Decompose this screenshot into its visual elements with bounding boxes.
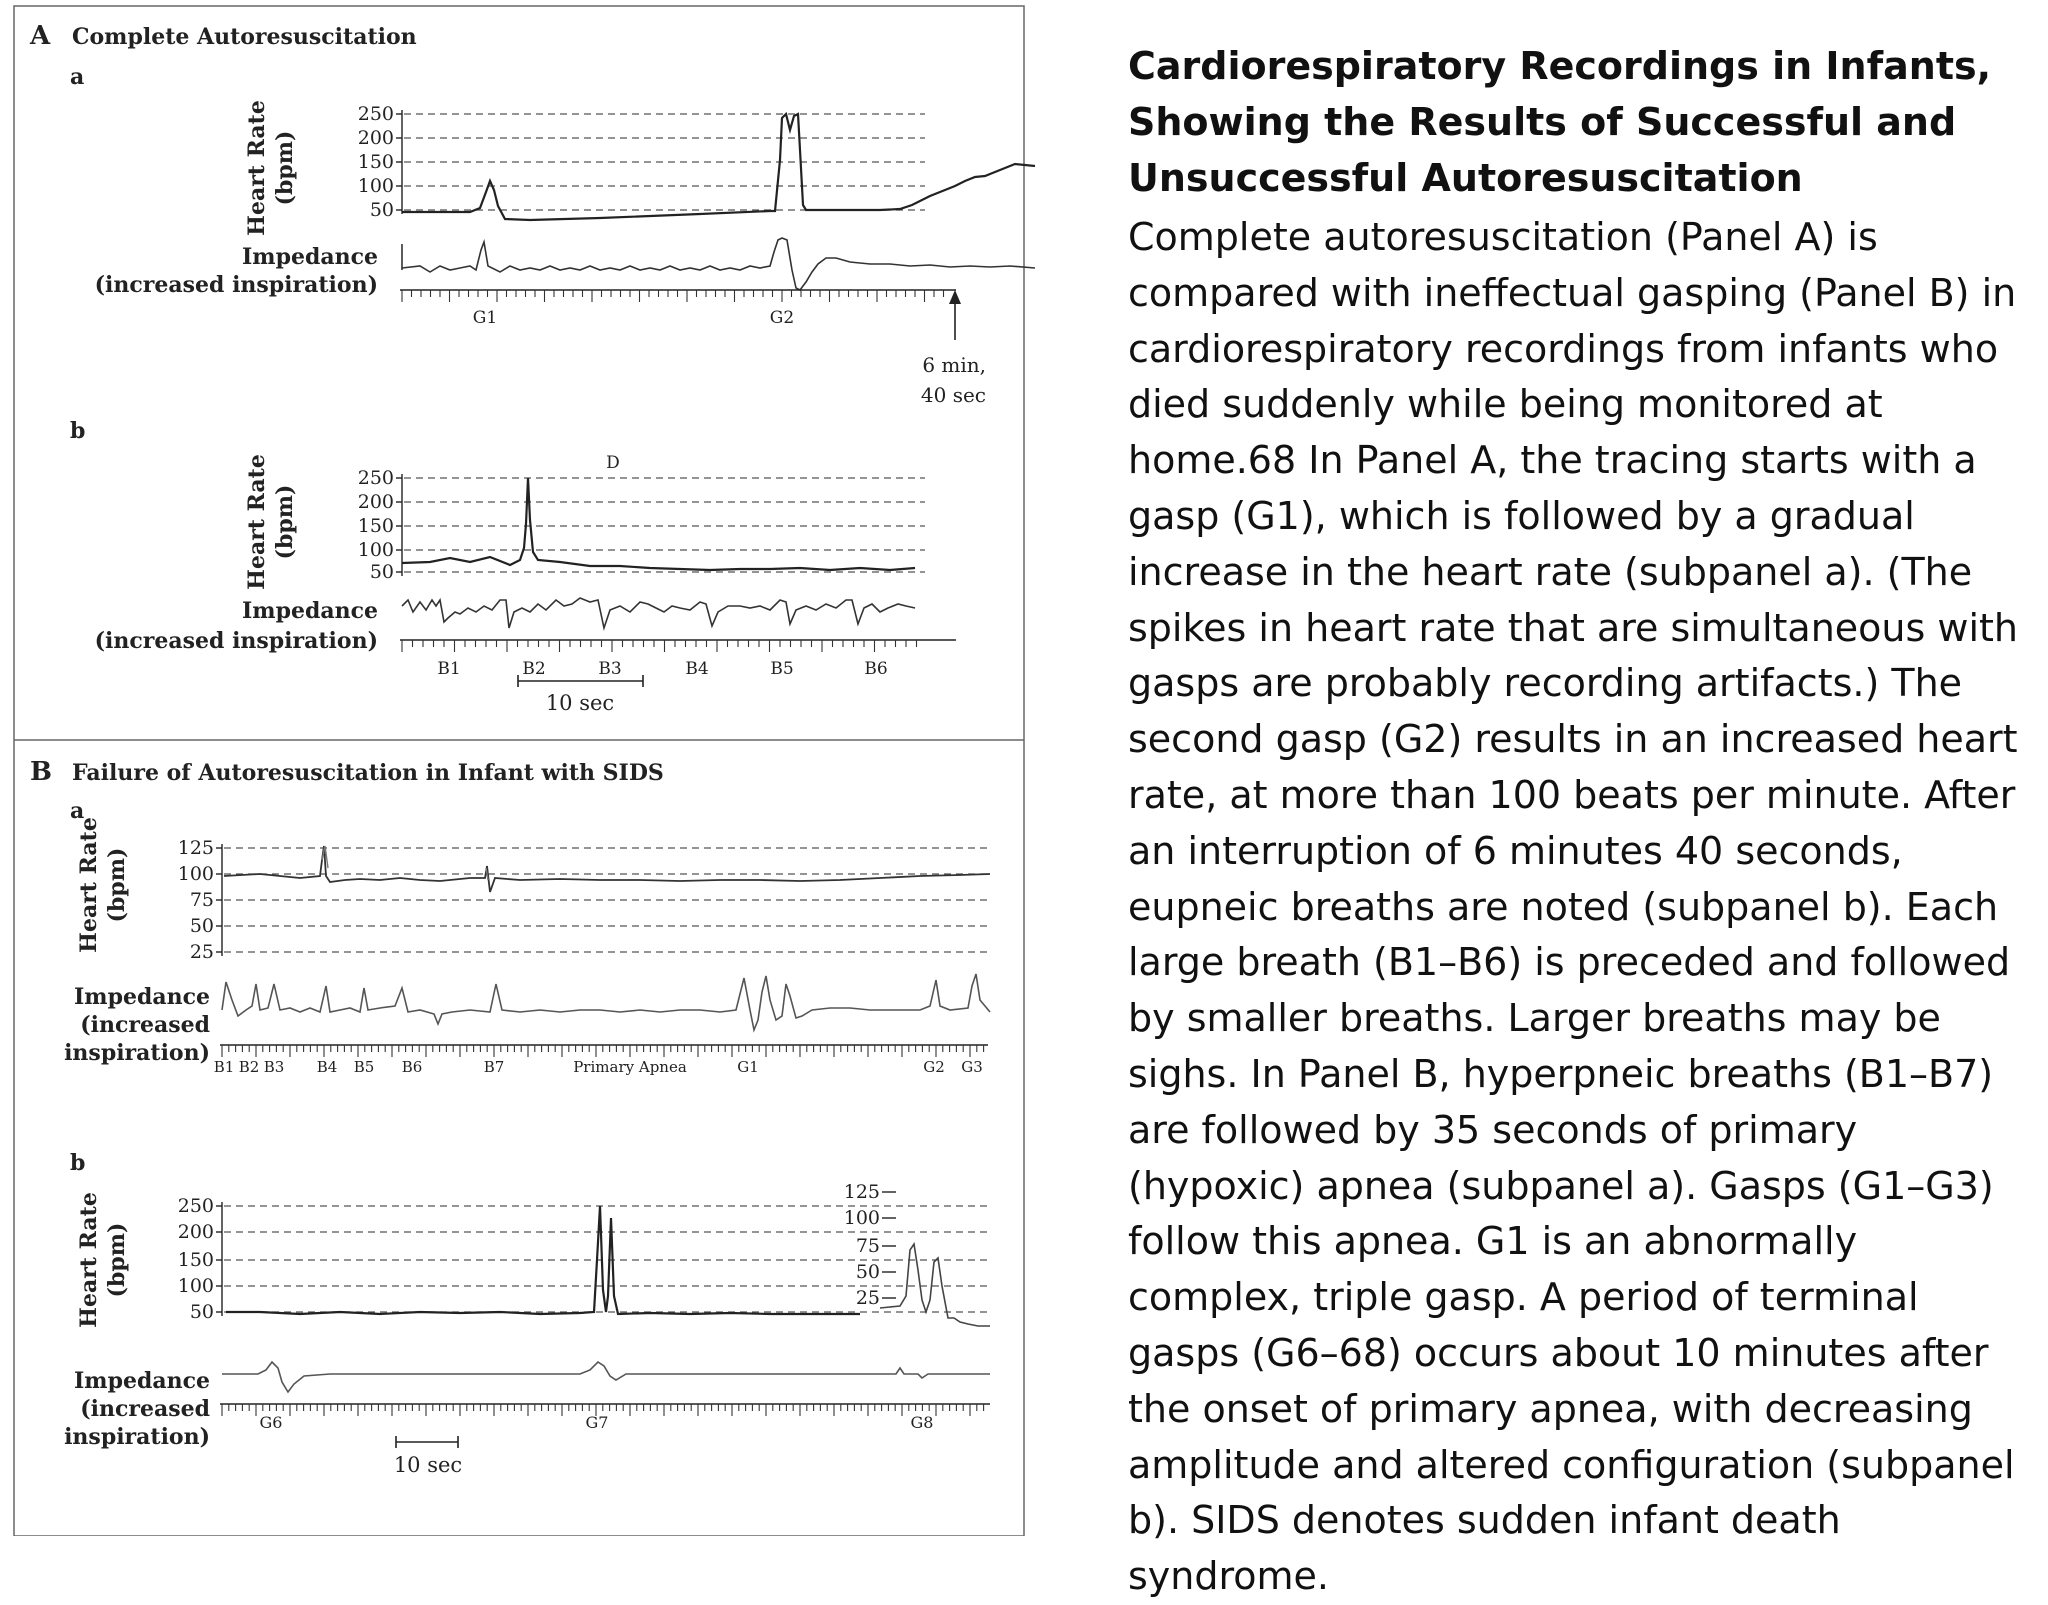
panel-b-sub-a-heart-rate-trace xyxy=(224,846,990,892)
impedance-label-2: (increased inspiration) xyxy=(94,628,378,654)
event-marker: G7 xyxy=(585,1413,609,1432)
panel-b-sub-b-inset-ticks xyxy=(844,1181,896,1309)
y-tick-label: 50 xyxy=(189,1301,214,1323)
interruption-arrow-head xyxy=(949,290,961,304)
impedance-label-2: (increased xyxy=(80,1396,210,1422)
y-tick-label: 125 xyxy=(177,837,214,859)
y-label-line-1: Heart Rate xyxy=(76,817,102,953)
event-marker: B2 xyxy=(522,659,546,679)
panel-a-sub-b-impedance-trace xyxy=(402,598,915,628)
y-tick-label: 100 xyxy=(177,863,214,885)
figure-caption xyxy=(1128,38,2028,1605)
y-tick-label: 100 xyxy=(357,539,394,561)
event-marker: G8 xyxy=(910,1413,934,1432)
panel-b-sub-b-letter: b xyxy=(70,1150,86,1176)
panel-b-sub-b-y-ticks xyxy=(178,1195,222,1323)
panel-a-sub-b-heart-rate-trace xyxy=(402,478,915,570)
panel-b-letter: B xyxy=(30,757,52,787)
panel-b-sub-a-heart-rate-peak xyxy=(322,846,488,880)
y-label-line-2: (bpm) xyxy=(104,1222,130,1298)
event-marker: B6 xyxy=(401,1058,423,1076)
panel-a-sub-a-impedance-trace xyxy=(402,238,1035,290)
inset-tick-label: 100 xyxy=(843,1207,880,1229)
panel-b-sub-a-impedance-trace xyxy=(222,974,990,1030)
event-marker: B5 xyxy=(353,1058,375,1076)
panel-b-sub-b-impedance-trace xyxy=(222,1362,990,1392)
y-label-line-2: (bpm) xyxy=(272,130,298,206)
inset-tick-label: 50 xyxy=(855,1261,880,1283)
panel-b-sub-a-letter: a xyxy=(70,798,85,824)
marker-g2: G2 xyxy=(769,308,795,328)
y-tick-label: 50 xyxy=(369,561,394,583)
impedance-label-3: inspiration) xyxy=(64,1424,210,1450)
panel-b-sub-a-y-label xyxy=(76,817,130,953)
event-marker: Primary Apnea xyxy=(573,1058,687,1076)
y-tick-label: 100 xyxy=(177,1275,214,1297)
event-marker: B7 xyxy=(483,1058,505,1076)
panel-a-sub-a-grid xyxy=(404,114,925,210)
inset-tick-label: 75 xyxy=(855,1235,880,1257)
y-tick-label: 250 xyxy=(177,1195,214,1217)
y-tick-label: 150 xyxy=(177,1249,214,1271)
event-marker: B3 xyxy=(598,659,622,679)
y-tick-label: 25 xyxy=(189,941,214,963)
impedance-label-1: Impedance xyxy=(242,598,378,624)
event-marker: G6 xyxy=(259,1413,283,1432)
impedance-label-3: inspiration) xyxy=(64,1040,210,1066)
y-tick-label: 200 xyxy=(177,1221,214,1243)
y-tick-label: 100 xyxy=(357,175,394,197)
caption-title: Cardiorespiratory Recordings in Infants, Showing the Results of Successful and Unsuccessful Autoresuscitation xyxy=(1128,44,1992,200)
y-tick-label: 250 xyxy=(357,467,394,489)
panel-a-sub-b-axis-ticks xyxy=(402,640,917,652)
y-label-line-1: Heart Rate xyxy=(244,100,270,236)
interruption-note-2: 40 sec xyxy=(920,383,986,407)
scale-bar-label: 10 sec xyxy=(545,691,615,715)
event-marker: B1 xyxy=(213,1058,235,1076)
y-tick-label: 150 xyxy=(357,151,394,173)
panel-a-letter: A xyxy=(30,21,51,51)
inset-tick-label: 25 xyxy=(855,1287,880,1309)
panel-a-sub-a-axis-ticks xyxy=(402,290,944,302)
event-marker: B4 xyxy=(685,659,709,679)
panel-b-sub-a-y-ticks xyxy=(178,837,222,963)
impedance-label-2: (increased inspiration) xyxy=(94,272,378,298)
figure-panels xyxy=(0,0,1040,1536)
interruption-note-1: 6 min, xyxy=(922,353,986,377)
panel-b-sub-a-grid xyxy=(224,848,990,952)
y-label-line-1: Heart Rate xyxy=(244,454,270,590)
marker-g1: G1 xyxy=(472,308,498,328)
panel-b-sub-b-inset-trace xyxy=(880,1244,990,1326)
panel-a-sub-b-y-label xyxy=(244,454,298,590)
panel-b-sub-a-markers xyxy=(214,1058,983,1076)
event-marker: B4 xyxy=(316,1058,338,1076)
impedance-label-1: Impedance xyxy=(242,244,378,270)
y-label-line-1: Heart Rate xyxy=(76,1192,102,1328)
caption-body: Complete autoresuscitation (Panel A) is compared with ineffectual gasping (Panel B) in cardiorespiratory recordings from infants who died suddenly while being monitored at home.68 In Panel A, the tracing starts with a gasp (G1), which is followed by a gradual increase in the heart rate (subpanel a). (The spikes in heart rate that are simultaneous with gasps are probably recording artifacts.) The second gasp (G2) results in an increased heart rate, at more than 100 beats per minute. After an interruption of 6 minutes 40 seconds, eupneic breaths are noted (subpanel b). Each large breath (B1–B6) is preceded and followed by smaller breaths. Larger breaths may be sighs. In Panel B, hyperpneic breaths (B1–B7) are followed by 35 seconds of primary (hypoxic) apnea (subpanel a). Gasps (G1–G3) follow this apnea. G1 is an abnormally complex, triple gasp. A period of terminal gasps (G6–68) occurs about 10 minutes after the onset of primary apnea, with decreasing amplitude and altered configuration (subpanel b). SIDS denotes sudden infant death syndrome. xyxy=(1128,215,2018,1599)
y-tick-label: 200 xyxy=(357,127,394,149)
event-marker: G3 xyxy=(961,1058,983,1076)
y-tick-label: 150 xyxy=(357,515,394,537)
y-tick-label: 50 xyxy=(189,915,214,937)
scale-bar-label: 10 sec xyxy=(393,1453,463,1477)
impedance-label-1: Impedance xyxy=(74,984,210,1010)
peak-label: D xyxy=(606,453,620,473)
event-marker: B6 xyxy=(864,659,888,679)
event-marker: B2 xyxy=(238,1058,260,1076)
panel-b-title: Failure of Autoresuscitation in Infant with SIDS xyxy=(72,760,664,786)
event-marker: B3 xyxy=(263,1058,285,1076)
y-tick-label: 50 xyxy=(369,199,394,221)
event-marker: B5 xyxy=(770,659,794,679)
panel-a-sub-b-markers xyxy=(437,659,887,679)
panel-a-sub-b-y-ticks xyxy=(358,467,402,583)
panel-a-sub-b-letter: b xyxy=(70,418,86,444)
event-marker: G2 xyxy=(923,1058,945,1076)
impedance-label-2: (increased xyxy=(80,1012,210,1038)
impedance-label-1: Impedance xyxy=(74,1368,210,1394)
panel-a-sub-a-y-label xyxy=(244,100,298,236)
event-marker: B1 xyxy=(437,659,461,679)
panel-a-sub-a-y-ticks xyxy=(358,103,402,221)
panel-a-sub-a-letter: a xyxy=(70,64,85,90)
panel-b-sub-a-axis-ticks xyxy=(222,1045,984,1057)
panel-a-title: Complete Autoresuscitation xyxy=(72,24,417,50)
event-marker: G1 xyxy=(737,1058,759,1076)
panel-a-sub-a-heart-rate-trace xyxy=(402,114,1035,220)
y-label-line-2: (bpm) xyxy=(104,847,130,923)
y-label-line-2: (bpm) xyxy=(272,484,298,560)
inset-tick-label: 125 xyxy=(843,1181,880,1203)
y-tick-label: 200 xyxy=(357,491,394,513)
panel-b-sub-b-y-label xyxy=(76,1192,130,1328)
y-tick-label: 75 xyxy=(189,889,214,911)
panel-b-sub-b-markers xyxy=(260,1413,934,1432)
y-tick-label: 250 xyxy=(357,103,394,125)
